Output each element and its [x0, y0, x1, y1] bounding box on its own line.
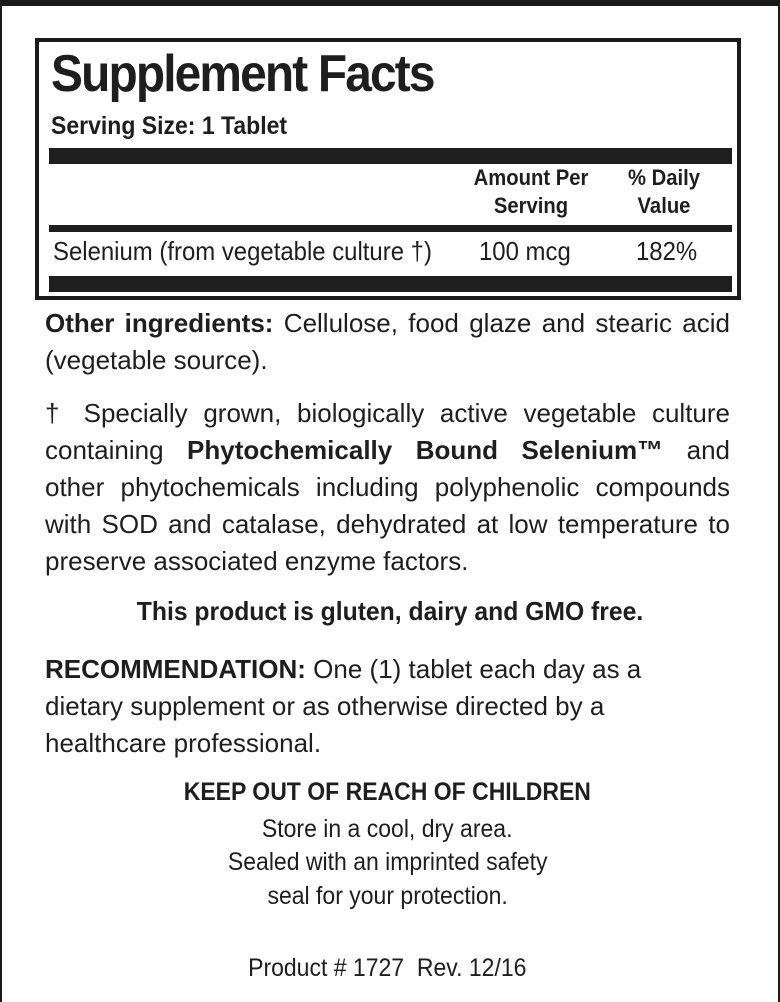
seal-line-1: [0, 848, 775, 877]
storage-text: Store in a cool, dry area.: [262, 815, 513, 843]
facts-title: Supplement Facts: [51, 45, 434, 103]
recommendation: [45, 651, 725, 762]
keep-out-text: KEEP OUT OF REACH OF CHILDREN: [183, 778, 592, 806]
other-ingredients-label: Other ingredients:: [45, 308, 274, 338]
dv-header-line1: % Daily: [627, 165, 700, 190]
footnote-before: † Specially grown, biologically active vegetable culture containing: [45, 398, 730, 465]
dv-header-line2: Value: [637, 193, 691, 218]
footnote-bold: Phytochemically Bound Selenium™: [187, 435, 664, 465]
nutrient-amount: 100 mcg: [479, 236, 571, 266]
seal-text-2: seal for your protection.: [267, 882, 508, 910]
product-number-text: Product # 1727 Rev. 12/16: [248, 954, 527, 982]
amount-header-line2: Serving: [493, 193, 569, 218]
supplement-facts-panel: [35, 38, 741, 300]
keep-out-warning: [0, 778, 775, 807]
seal-text-1: Sealed with an imprinted safety: [227, 848, 548, 876]
divider-bar-header: [49, 225, 732, 232]
recommendation-text: One (1) tablet each day as a dietary supplement or as otherwise directed by a healthcare professional.: [45, 654, 642, 758]
footnote: [45, 395, 730, 580]
allergen-free-statement: This product is gluten, dairy and GMO free.: [136, 596, 644, 626]
seal-line-2: [0, 882, 775, 911]
other-ingredients-text: Cellulose, food glaze and stearic acid (vegetable source).: [45, 308, 730, 375]
serving-size: Serving Size: 1 Tablet: [51, 112, 288, 140]
other-ingredients: [45, 305, 730, 379]
recommendation-label: RECOMMENDATION:: [45, 654, 306, 684]
footnote-after: and other phytochemicals including polyphenolic compounds with SOD and catalase, dehydrated at low temperature to preserve associated enzyme factors.: [45, 435, 730, 576]
amount-per-serving-header: [467, 164, 596, 220]
divider-bar-top: [49, 148, 732, 164]
storage-instruction: [0, 815, 775, 844]
daily-value-header: [613, 164, 714, 220]
nutrient-name: Selenium (from vegetable culture †): [53, 236, 432, 266]
nutrient-daily-value: 182%: [636, 236, 698, 266]
divider-bar-bottom: [49, 276, 732, 292]
product-number: [0, 954, 775, 983]
amount-header-line1: Amount Per: [473, 165, 589, 190]
